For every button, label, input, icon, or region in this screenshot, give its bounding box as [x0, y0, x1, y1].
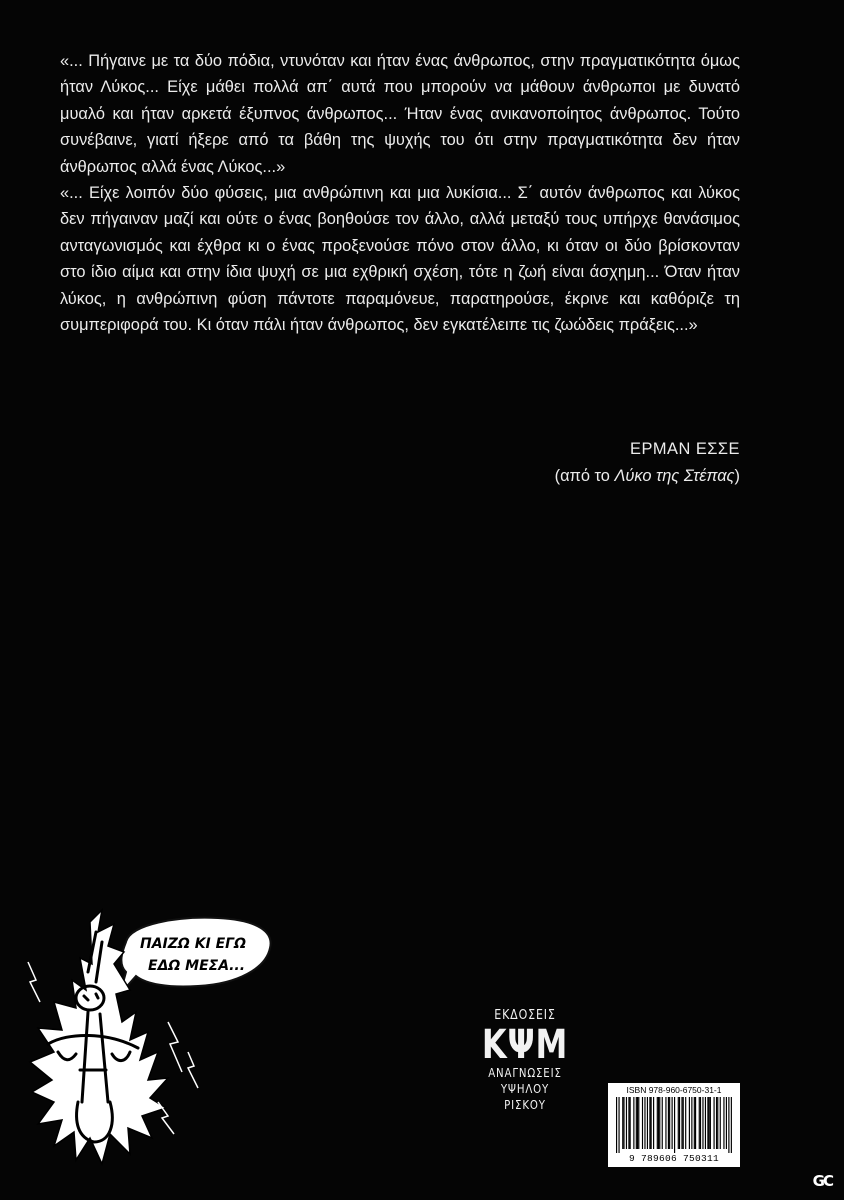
- series-line-2: ΥΨΗΛΟΥ: [500, 1082, 550, 1096]
- barcode-bar: [653, 1097, 654, 1149]
- barcode-bar: [723, 1097, 724, 1149]
- bubble-text-line-2: ΕΔΩ ΜΕΣΑ...: [148, 958, 246, 974]
- barcode-bar: [702, 1097, 703, 1149]
- barcode-bar: [728, 1097, 729, 1153]
- barcode-bar: [720, 1097, 721, 1149]
- isbn-barcode: [608, 1083, 740, 1167]
- isbn-label: ISBN 978-960-6750-31-1: [626, 1085, 722, 1095]
- barcode-bar: [630, 1097, 631, 1149]
- barcode-bar: [642, 1097, 643, 1149]
- barcode-bar: [705, 1097, 706, 1149]
- barcode-bar: [683, 1097, 684, 1149]
- barcode-bar: [716, 1097, 717, 1149]
- barcode-bar: [669, 1097, 670, 1149]
- cartoon-drawing: [18, 902, 280, 1182]
- barcode-bar: [679, 1097, 680, 1149]
- barcode-bar: [659, 1097, 660, 1149]
- barcode-bar: [636, 1097, 637, 1149]
- barcode-bar: [695, 1097, 696, 1149]
- quote-paragraph-2: «... Είχε λοιπόν δύο φύσεις, μια ανθρώπινη και μια λυκίσια... Σ΄ αυτόν άνθρωπος και λύκος δεν πήγαιναν μαζί και ούτε ο ένας βοηθούσε τον άλλο, αλλά μεταξύ τους υπήρχε θανάσιμος ανταγωνισμός και έχθρα κι ο ένας προξενούσε πόνο στον άλλο, κι όταν οι δύο βρίσκονταν στο ίδιο αίμα και στην ίδια ψυχή σε μια εχθρική σχέση, τότε η ζωή είναι άσχημη... Όταν ήταν λύκος, η ανθρώπινη φύση πάντοτε παραμόνευε, παρατηρούσε, έκρινε και καθόριζε τη συμπεριφορά του. Κι όταν πάλι ήταν άνθρωπος, δεν εγκατέλειπε τις ζωώδεις πράξεις...»: [60, 184, 740, 335]
- barcode-bar: [623, 1097, 624, 1149]
- barcode-bar: [616, 1097, 617, 1153]
- barcode-bar: [678, 1097, 679, 1149]
- barcode-bar: [638, 1097, 639, 1149]
- barcode-bar: [644, 1097, 645, 1149]
- barcode-digits: 9 789606 750311: [628, 1153, 719, 1164]
- barcode-bar: [713, 1097, 714, 1149]
- barcode-bar: [709, 1097, 710, 1149]
- barcode-bar: [699, 1097, 700, 1149]
- publisher-logo-mark: ΚΨΜ: [481, 1022, 569, 1068]
- barcode-bar: [618, 1097, 619, 1153]
- source-citation: [555, 467, 740, 486]
- barcode-bars: [616, 1097, 732, 1153]
- barcode-bar: [700, 1097, 701, 1149]
- series-line-1: ΑΝΑΓΝΩΣΕΙΣ: [488, 1066, 562, 1080]
- source-suffix: ): [734, 467, 740, 485]
- barcode-bar: [649, 1097, 650, 1149]
- barcode-bar: [622, 1097, 623, 1149]
- bubble-text-line-1: ΠΑΙΖΩ ΚΙ ΕΓΩ: [140, 936, 247, 952]
- barcode-bar: [637, 1097, 638, 1149]
- barcode-bar: [674, 1097, 675, 1153]
- barcode-bar: [685, 1097, 686, 1149]
- publisher-label: ΕΚΔΟΣΕΙΣ: [494, 1008, 556, 1023]
- barcode-bar: [633, 1097, 634, 1149]
- quote-block: [60, 48, 740, 338]
- barcode-bar: [731, 1097, 732, 1153]
- cartoon-illustration: [18, 902, 280, 1182]
- source-title: Λύκο της Στέπας: [614, 467, 735, 485]
- barcode-bar: [626, 1097, 627, 1149]
- barcode-bar: [665, 1097, 666, 1149]
- barcode-bar: [662, 1097, 663, 1149]
- barcode-bar: [694, 1097, 695, 1149]
- source-prefix: (από το: [554, 467, 615, 485]
- barcode-bar: [658, 1097, 659, 1149]
- barcode-bar: [707, 1097, 708, 1149]
- publisher-logo: [470, 1008, 580, 1113]
- barcode-bar: [651, 1097, 652, 1149]
- barcode-bar: [717, 1097, 718, 1149]
- barcode-bar: [647, 1097, 648, 1149]
- author-name: ΕΡΜΑΝ ΕΣΣΕ: [630, 440, 740, 458]
- barcode-bar: [668, 1097, 669, 1149]
- barcode-bar: [681, 1097, 682, 1149]
- barcode-bar: [657, 1097, 658, 1149]
- barcode-bar: [672, 1097, 673, 1149]
- barcode-bar: [691, 1097, 692, 1149]
- barcode-bar: [689, 1097, 690, 1149]
- barcode-bar: [710, 1097, 711, 1149]
- corner-mark: GC: [812, 1172, 832, 1190]
- barcode-bar: [726, 1097, 727, 1149]
- barcode-bar: [628, 1097, 629, 1149]
- series-line-3: ΡΙΣΚΟΥ: [504, 1098, 546, 1112]
- quote-paragraph-1: «... Πήγαινε με τα δύο πόδια, ντυνόταν και ήταν ένας άνθρωπος, στην πραγματικότητα όμως ήταν Λύκος... Είχε μάθει πολλά απ΄ αυτά που μπορούν να μάθουν άνθρωποι με δυνατό μυαλό και ήταν αρκετά έξυπνος άνθρωπος... Ήταν ένας ανικανοποίητος άνθρωπος. Τούτο συνέβαινε, γιατί ήξερε από τα βάθη της ψυχής του ότι στην πραγματικότητα δεν ήταν άνθρωπος αλλά ένας Λύκος...»: [60, 52, 740, 176]
